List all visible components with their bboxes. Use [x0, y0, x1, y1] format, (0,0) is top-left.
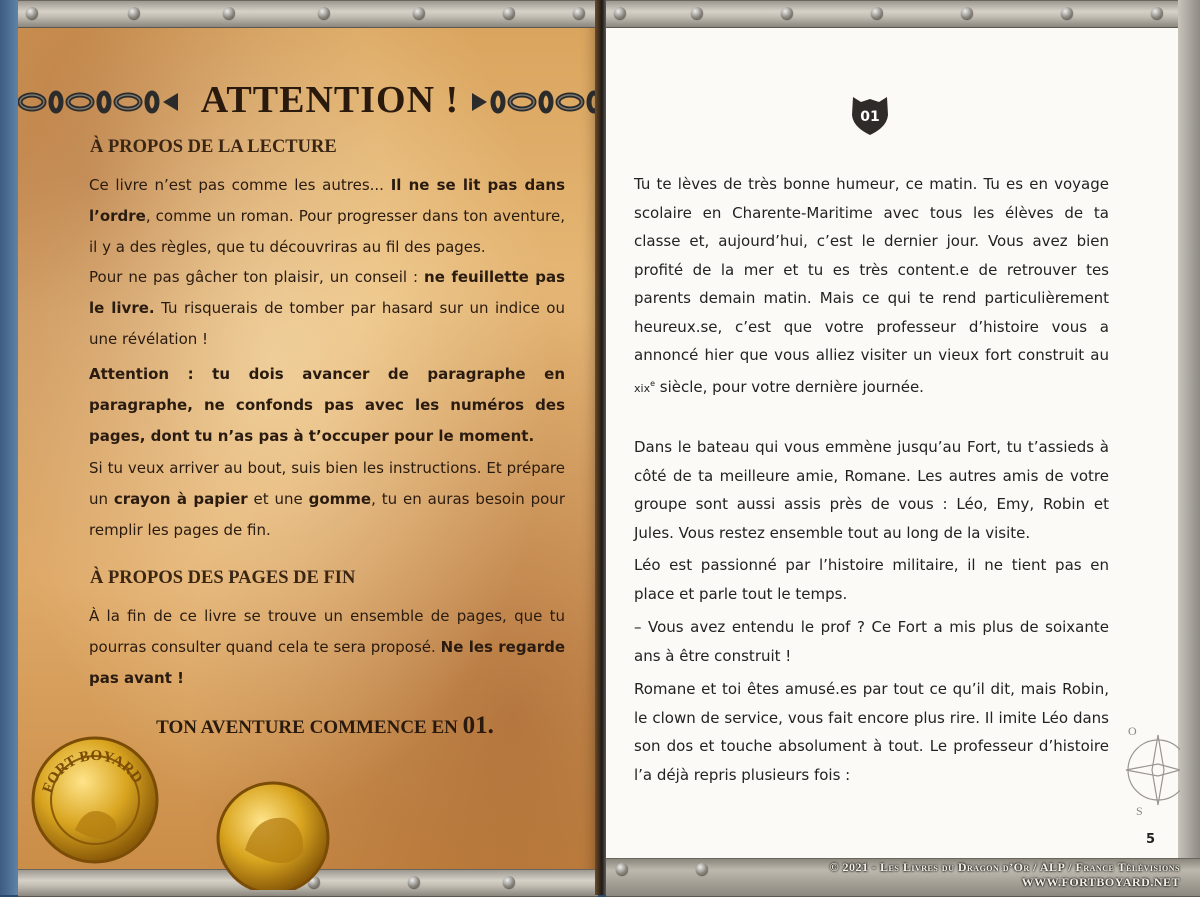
rivet-icon — [223, 7, 235, 19]
compass-icon — [1118, 715, 1180, 825]
century-roman: xix — [634, 381, 651, 395]
rivet-icon — [408, 876, 420, 888]
rivet-icon — [781, 7, 793, 19]
story-paragraph-3: Léo est passionné par l’histoire militaire, il ne tient pas en place et parle tout le temps. — [634, 556, 1109, 603]
paragraph-end-pages — [89, 601, 565, 694]
rivet-icon — [503, 7, 515, 19]
rivet-icon — [696, 863, 708, 875]
text-run: Si tu veux arriver au bout, suis bien les instructions. Et prépare un — [89, 459, 565, 508]
text-run: gomme — [308, 490, 372, 508]
text-run: , tu en auras besoin pour remplir les pages de fin. — [89, 490, 565, 539]
story-text-1: Tu te lèves de très bonne humeur, ce matin. Tu es en voyage scolaire en Charente-Maritime avec tous les élèves de ta classe et, aujourd’hui, c’est le dernier jour. Vous avez bien profité de la mer et tu es très content.e de retrouver tes parents demain matin. Mais ce qui te rend particulièrement heureux.se, c’est que votre professeur d’histoire vous a annoncé hier que vous alliez visiter un vieux fort construit au — [634, 175, 1109, 364]
rivet-icon — [26, 7, 38, 19]
metal-bar-top-left — [18, 0, 598, 28]
text-run: Tu risquerais de tomber par hasard sur un indice ou une révélation ! — [89, 299, 565, 348]
coin-text: FORT BOYARD — [39, 747, 146, 796]
compass-letter-o: O — [1128, 724, 1137, 738]
fort-boyard-coin-icon — [30, 735, 160, 865]
text-run: ne feuillette pas le livre. — [89, 268, 566, 317]
century-rest: siècle, pour votre dernière journée. — [655, 377, 924, 396]
page-number: 5 — [1146, 832, 1156, 847]
century-sup: e — [650, 378, 655, 388]
text-run: Il ne se lit pas dans l’ordre — [89, 176, 565, 225]
adventure-number: 01. — [462, 712, 494, 739]
rivet-icon — [1061, 7, 1073, 19]
paragraph-reading-2 — [89, 262, 565, 355]
paragraph-reading-1 — [89, 170, 565, 263]
book-edge-left — [0, 0, 18, 895]
rivet-icon — [691, 7, 703, 19]
copyright-line: © 2021 - Les Livres du Dragon d’Or / ALP / France Télévisions — [829, 860, 1180, 874]
story-paragraph-1 — [634, 170, 1109, 403]
paragraph-number-badge — [849, 93, 891, 137]
rivet-icon — [503, 876, 515, 888]
rivet-icon — [961, 7, 973, 19]
rivet-icon — [573, 7, 585, 19]
text-run: Ne les regarde pas avant ! — [89, 638, 565, 687]
paragraph-reading-3 — [89, 359, 565, 452]
text-run: À la fin de ce livre se trouve un ensemble de pages, que tu pourras consulter quand cela te sera proposé. — [89, 607, 565, 656]
story-paragraph-2: Dans le bateau qui vous emmène jusqu’au Fort, tu t’assieds à côté de ta meilleure amie, Romane. Les autres amis de votre groupe sont aussi assis près de vous : Léo, Emy, Robin et Jules. Vous restez ensemble tout au long de la visite. — [634, 438, 1109, 542]
rivet-icon — [614, 7, 626, 19]
story-paragraph-4: – Vous avez entendu le prof ? Ce Fort a mis plus de soixante ans à être construit ! — [634, 618, 1109, 665]
credits — [730, 860, 1180, 890]
paragraph-reading-4 — [89, 453, 565, 546]
adventure-text: TON AVENTURE COMMENCE EN — [156, 717, 463, 738]
text-run: et une — [247, 490, 309, 508]
page-title: ATTENTION ! — [200, 79, 460, 121]
text-run: Attention : tu dois avancer de paragraphe en paragraphe, ne confonds pas avec les numéros des pages, dont tu n’as pas à t’occuper pour le moment. — [89, 365, 565, 445]
compass-letter-s: S — [1136, 804, 1143, 818]
website-line: WWW.FORTBOYARD.NET — [1021, 875, 1180, 889]
adventure-start — [100, 712, 550, 740]
book-edge-right — [1178, 0, 1200, 895]
text-run: Ce livre n’est pas comme les autres... — [89, 176, 391, 194]
chain-right-icon — [472, 85, 600, 119]
rivet-icon — [616, 863, 628, 875]
text-run: crayon à papier — [113, 490, 248, 508]
rivet-icon — [318, 7, 330, 19]
rivet-icon — [128, 7, 140, 19]
metal-bar-top-right — [606, 0, 1178, 28]
gold-coin-icon — [215, 780, 335, 890]
chain-left-icon — [18, 85, 178, 119]
text-run: , comme un roman. Pour progresser dans ton aventure, il y a des règles, que tu découvriras au fil des pages. — [89, 207, 565, 256]
text-run: Pour ne pas gâcher ton plaisir, un conseil : — [89, 268, 425, 286]
section-heading-reading: À PROPOS DE LA LECTURE — [90, 137, 337, 157]
rivet-icon — [871, 7, 883, 19]
section-heading-end-pages: À PROPOS DES PAGES DE FIN — [90, 568, 356, 588]
rivet-icon — [413, 7, 425, 19]
badge-number: 01 — [860, 109, 880, 125]
story-paragraph-5: Romane et toi êtes amusé.es par tout ce qu’il dit, mais Robin, le clown de service, vous fait encore plus rire. Il imite Léo dans son dos et touche absolument à tout. Le professeur d’histoire l’a déjà repris plusieurs fois : — [634, 680, 1109, 784]
rivet-icon — [1151, 7, 1163, 19]
